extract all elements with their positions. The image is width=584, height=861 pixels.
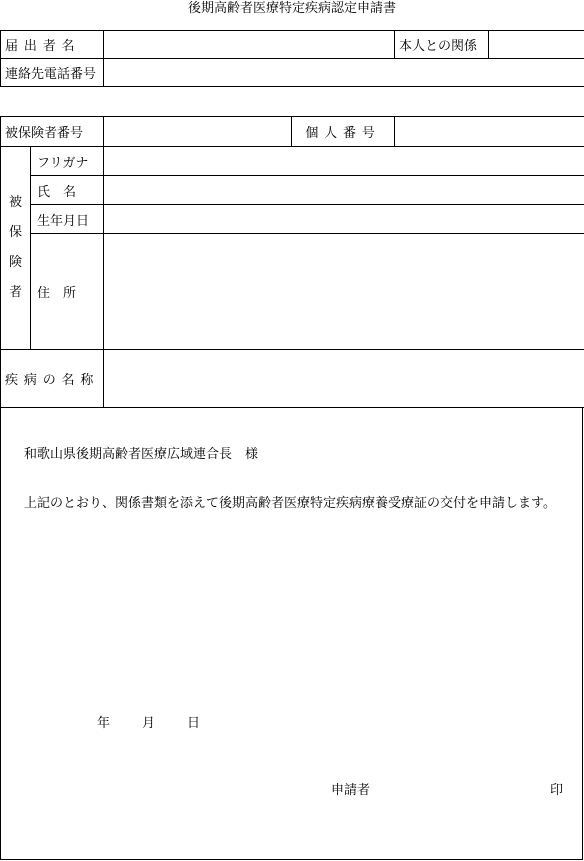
furigana-field[interactable] <box>104 147 584 176</box>
individual-number-field[interactable] <box>395 117 584 147</box>
disease-name-field[interactable] <box>104 350 584 408</box>
applicant-label: 申請者 <box>331 783 371 798</box>
date-year-label: 年 <box>97 716 111 731</box>
application-statement-box <box>0 407 583 860</box>
insured-char-4: 者 <box>8 285 22 300</box>
insured-char-3: 険 <box>8 255 22 270</box>
insured-number-label: 被保険者番号 <box>1 117 104 147</box>
date-day-label: 日 <box>187 716 201 731</box>
insured-char-1: 被 <box>8 195 22 210</box>
contact-phone-label: 連絡先電話番号 <box>1 59 104 87</box>
insured-table <box>0 116 584 408</box>
individual-number-label: 個人番号 <box>292 117 395 147</box>
application-statement: 上記のとおり、関係書類を添えて後期高齢者医療特定疾病療養受療証の交付を申請します。 <box>24 496 556 511</box>
relationship-field[interactable] <box>489 31 584 59</box>
birthdate-label: 生年月日 <box>31 205 104 234</box>
notifier-name-label: 届出者名 <box>1 31 104 59</box>
insured-char-2: 保 <box>8 225 22 240</box>
address-field[interactable] <box>104 234 584 350</box>
date-month-label: 月 <box>142 716 156 731</box>
birthdate-field[interactable] <box>104 205 584 234</box>
furigana-label: フリガナ <box>31 147 104 176</box>
insured-group-label <box>1 147 31 350</box>
notifier-name-field[interactable] <box>104 31 395 59</box>
address-label: 住 所 <box>31 234 104 350</box>
disease-name-label: 疾病の名称 <box>1 350 104 408</box>
application-date[interactable] <box>97 712 200 731</box>
form-title: 後期高齢者医療特定疾病認定申請書 <box>187 1 396 16</box>
relationship-label: 本人との関係 <box>395 31 489 59</box>
name-field[interactable] <box>104 176 584 205</box>
addressee: 和歌山県後期高齢者医療広域連合長 様 <box>24 447 259 462</box>
seal-mark: 印 <box>550 783 564 798</box>
insured-number-field[interactable] <box>104 117 292 147</box>
name-label: 氏 名 <box>31 176 104 205</box>
contact-phone-field[interactable] <box>104 59 584 87</box>
notifier-table <box>0 30 584 87</box>
